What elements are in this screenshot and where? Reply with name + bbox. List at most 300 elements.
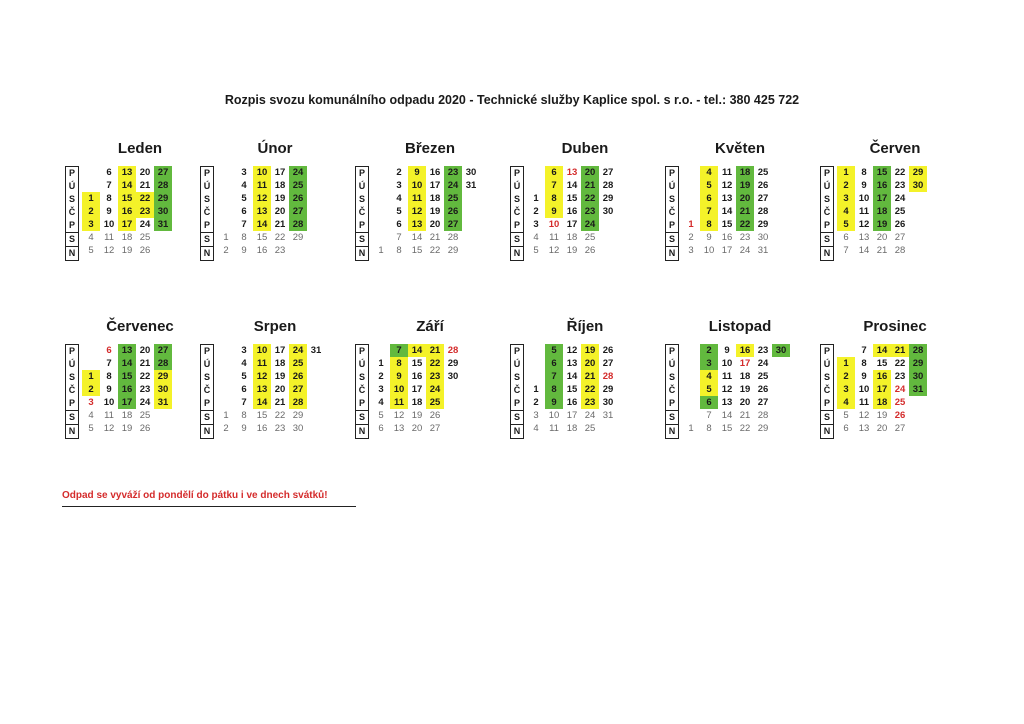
empty-cell: [217, 192, 235, 205]
day-cell: 4: [241, 358, 247, 369]
month-březen: [355, 140, 505, 290]
day-cell: 18: [411, 397, 423, 408]
day-cell: 26: [444, 205, 462, 218]
day-cell: 30: [465, 167, 477, 178]
weekday-letter: N: [511, 246, 523, 260]
day-cell: 13: [393, 423, 405, 434]
day-cell: 25: [444, 192, 462, 205]
day-cell: 8: [700, 218, 718, 231]
weekday-letter: P: [358, 398, 365, 408]
empty-cell: [307, 396, 325, 409]
week-column: [426, 344, 444, 435]
month-name: Listopad: [708, 318, 772, 335]
day-cell: 26: [289, 192, 307, 205]
weekday-letter: S: [513, 372, 520, 382]
empty-cell: [909, 244, 927, 257]
month-leden: [65, 140, 215, 290]
day-cell: 26: [894, 219, 906, 230]
day-cell: 12: [253, 192, 271, 205]
day-cell: 7: [843, 245, 849, 256]
day-cell: 6: [396, 219, 402, 230]
day-cell: 2: [82, 205, 100, 218]
month-name: Únor: [257, 140, 293, 157]
empty-cell: [527, 166, 545, 179]
day-cell: 20: [739, 397, 751, 408]
day-cell: 22: [136, 192, 154, 205]
day-cell: 28: [154, 179, 172, 192]
day-cell: 21: [581, 370, 599, 383]
day-cell: 29: [292, 232, 304, 243]
day-cell: 12: [858, 410, 870, 421]
day-cell: 21: [274, 219, 286, 230]
day-cell: 2: [837, 179, 855, 192]
day-cell: 17: [118, 396, 136, 409]
day-cell: 29: [757, 423, 769, 434]
week-column: [700, 344, 718, 435]
day-cell: 27: [757, 397, 769, 408]
empty-cell: [307, 383, 325, 396]
day-cell: 9: [706, 232, 712, 243]
day-cell: 27: [429, 423, 441, 434]
weekday-letter: S: [823, 372, 830, 382]
day-cell: 30: [154, 205, 172, 218]
month-červenec: [65, 318, 215, 468]
weekday-letter: S: [358, 194, 365, 204]
weekday-letter: P: [203, 346, 210, 356]
day-cell: 6: [700, 192, 718, 205]
day-cell: 30: [757, 232, 769, 243]
day-cell: 23: [739, 232, 751, 243]
week-column: [372, 344, 390, 435]
weekday-letter: P: [513, 398, 520, 408]
day-cell: 14: [873, 344, 891, 357]
day-cell: 12: [103, 423, 115, 434]
empty-cell: [372, 192, 390, 205]
day-cell: 9: [106, 206, 112, 217]
day-cell: 24: [894, 384, 906, 395]
day-cell: 20: [139, 345, 151, 356]
day-cell: 15: [256, 410, 268, 421]
empty-cell: [772, 422, 790, 435]
day-cell: 1: [837, 357, 855, 370]
empty-cell: [444, 396, 462, 409]
day-cell: 2: [533, 206, 539, 217]
day-cell: 14: [858, 245, 870, 256]
day-cell: 12: [408, 205, 426, 218]
weekday-letter: P: [823, 168, 830, 178]
day-cell: 21: [139, 358, 151, 369]
day-cell: 26: [894, 410, 906, 421]
day-cell: 7: [390, 344, 408, 357]
weekday-column: [355, 344, 369, 439]
day-cell: 19: [429, 206, 441, 217]
day-cell: 17: [873, 383, 891, 396]
day-cell: 11: [104, 410, 114, 421]
month-name: Září: [416, 318, 444, 335]
week-column: [136, 344, 154, 435]
day-cell: 12: [548, 245, 560, 256]
day-cell: 25: [584, 232, 596, 243]
day-cell: 27: [289, 205, 307, 218]
week-column: [581, 344, 599, 435]
day-cell: 5: [378, 410, 384, 421]
empty-cell: [154, 422, 172, 435]
week-column: [217, 344, 235, 435]
empty-cell: [527, 357, 545, 370]
day-cell: 30: [292, 423, 304, 434]
empty-cell: [307, 370, 325, 383]
day-cell: 31: [154, 396, 172, 409]
day-cell: 19: [876, 410, 888, 421]
week-column: [444, 344, 462, 435]
day-cell: 21: [429, 232, 441, 243]
day-cell: 5: [396, 206, 402, 217]
day-cell: 13: [721, 397, 733, 408]
empty-cell: [909, 409, 927, 422]
month-name: Červenec: [106, 318, 174, 335]
empty-cell: [82, 179, 100, 192]
weekday-letter: S: [66, 410, 78, 424]
weekday-column: [665, 166, 679, 261]
day-cell: 16: [411, 371, 423, 382]
day-cell: 28: [289, 396, 307, 409]
day-cell: 16: [721, 232, 733, 243]
empty-cell: [682, 383, 700, 396]
week-column: [307, 344, 325, 435]
weekday-letter: S: [511, 410, 523, 424]
empty-cell: [372, 179, 390, 192]
weekday-letter: P: [513, 346, 520, 356]
day-cell: 16: [566, 397, 578, 408]
day-cell: 20: [274, 384, 286, 395]
day-cell: 25: [139, 232, 151, 243]
empty-cell: [82, 357, 100, 370]
day-cell: 26: [429, 410, 441, 421]
day-cell: 9: [724, 345, 730, 356]
empty-cell: [682, 409, 700, 422]
day-cell: 9: [241, 423, 247, 434]
day-cell: 17: [411, 384, 423, 395]
day-cell: 26: [757, 384, 769, 395]
weekday-letter: N: [356, 424, 368, 438]
week-column: [390, 166, 408, 257]
day-cell: 7: [545, 179, 563, 192]
day-cell: 25: [289, 179, 307, 192]
day-cell: 17: [566, 410, 578, 421]
day-cell: 25: [894, 206, 906, 217]
day-cell: 5: [88, 245, 94, 256]
month-květen: [665, 140, 815, 290]
day-cell: 28: [602, 371, 614, 382]
day-cell: 26: [289, 370, 307, 383]
day-cell: 18: [873, 205, 891, 218]
day-cell: 17: [274, 345, 286, 356]
day-cell: 11: [721, 371, 733, 382]
day-cell: 18: [566, 232, 578, 243]
weekday-letter: N: [201, 424, 213, 438]
day-cell: 6: [545, 357, 563, 370]
empty-cell: [154, 244, 172, 257]
day-cell: 29: [154, 192, 172, 205]
weekday-column: [200, 166, 214, 261]
day-cell: 16: [429, 167, 441, 178]
empty-cell: [154, 231, 172, 244]
week-column: [100, 344, 118, 435]
empty-cell: [307, 357, 325, 370]
day-cell: 7: [700, 205, 718, 218]
day-cell: 13: [253, 205, 271, 218]
weekday-column: [665, 344, 679, 439]
day-cell: 15: [411, 358, 423, 369]
day-cell: 12: [103, 245, 115, 256]
week-column: [462, 166, 480, 257]
day-cell: 15: [876, 358, 888, 369]
day-cell: 3: [241, 345, 247, 356]
empty-cell: [772, 383, 790, 396]
day-cell: 21: [426, 344, 444, 357]
empty-cell: [527, 179, 545, 192]
day-cell: 5: [241, 371, 247, 382]
day-cell: 23: [894, 371, 906, 382]
day-cell: 4: [533, 232, 539, 243]
day-cell: 23: [581, 205, 599, 218]
day-cell: 1: [688, 423, 694, 434]
day-cell: 2: [688, 232, 694, 243]
day-cell: 13: [721, 193, 733, 204]
weekday-column: [65, 344, 79, 439]
day-cell: 13: [858, 423, 870, 434]
day-cell: 14: [118, 179, 136, 192]
empty-cell: [444, 383, 462, 396]
day-cell: 1: [223, 410, 229, 421]
day-cell: 11: [721, 167, 733, 178]
empty-cell: [682, 166, 700, 179]
empty-cell: [599, 218, 617, 231]
week-column: [736, 166, 754, 257]
empty-cell: [217, 179, 235, 192]
day-cell: 1: [688, 219, 694, 230]
day-cell: 15: [256, 232, 268, 243]
day-cell: 25: [894, 397, 906, 408]
day-cell: 24: [757, 358, 769, 369]
week-column: [235, 166, 253, 257]
week-column: [754, 344, 772, 435]
day-cell: 22: [139, 371, 151, 382]
empty-cell: [772, 370, 790, 383]
week-column: [154, 166, 172, 257]
week-column: [682, 166, 700, 257]
week-column: [581, 166, 599, 257]
day-cell: 16: [118, 205, 136, 218]
day-cell: 2: [533, 397, 539, 408]
day-cell: 14: [118, 357, 136, 370]
day-cell: 5: [241, 193, 247, 204]
day-cell: 24: [739, 245, 751, 256]
day-cell: 5: [843, 410, 849, 421]
day-cell: 29: [292, 410, 304, 421]
day-cell: 31: [602, 410, 614, 421]
day-cell: 3: [396, 180, 402, 191]
day-cell: 17: [118, 218, 136, 231]
day-cell: 16: [256, 245, 268, 256]
day-cell: 17: [739, 358, 751, 369]
day-cell: 16: [873, 370, 891, 383]
day-cell: 8: [861, 358, 867, 369]
day-cell: 18: [429, 193, 441, 204]
week-column: [253, 344, 271, 435]
day-cell: 27: [602, 167, 614, 178]
day-cell: 2: [82, 383, 100, 396]
week-column: [444, 166, 462, 257]
empty-cell: [682, 396, 700, 409]
day-cell: 30: [602, 397, 614, 408]
empty-cell: [772, 396, 790, 409]
day-cell: 23: [581, 396, 599, 409]
day-cell: 21: [876, 245, 888, 256]
empty-cell: [772, 409, 790, 422]
day-cell: 13: [408, 218, 426, 231]
month-červen: [820, 140, 970, 290]
week-column: [235, 344, 253, 435]
empty-cell: [909, 192, 927, 205]
week-column: [426, 166, 444, 257]
day-cell: 6: [843, 423, 849, 434]
day-cell: 11: [549, 232, 559, 243]
empty-cell: [217, 370, 235, 383]
empty-cell: [682, 192, 700, 205]
weekday-letter: N: [511, 424, 523, 438]
day-cell: 26: [602, 345, 614, 356]
day-cell: 25: [426, 396, 444, 409]
day-cell: 9: [861, 371, 867, 382]
empty-cell: [599, 244, 617, 257]
weekday-letter: S: [666, 232, 678, 246]
empty-cell: [527, 370, 545, 383]
day-cell: 17: [566, 219, 578, 230]
empty-cell: [217, 218, 235, 231]
day-cell: 19: [121, 245, 133, 256]
day-cell: 29: [909, 166, 927, 179]
day-cell: 5: [545, 344, 563, 357]
day-cell: 8: [706, 423, 712, 434]
weekday-letter: Ú: [68, 359, 76, 369]
empty-cell: [772, 357, 790, 370]
weekday-letter: P: [668, 346, 675, 356]
day-cell: 9: [861, 180, 867, 191]
day-cell: 22: [581, 192, 599, 205]
weekday-letter: S: [203, 194, 210, 204]
weekday-letter: N: [821, 246, 833, 260]
day-cell: 11: [390, 396, 408, 409]
empty-cell: [682, 370, 700, 383]
day-cell: 9: [241, 245, 247, 256]
empty-cell: [462, 205, 480, 218]
day-cell: 21: [891, 344, 909, 357]
day-cell: 8: [241, 410, 247, 421]
day-cell: 22: [426, 357, 444, 370]
day-cell: 29: [447, 245, 459, 256]
empty-cell: [217, 205, 235, 218]
day-cell: 7: [241, 397, 247, 408]
empty-cell: [372, 205, 390, 218]
day-cell: 10: [253, 344, 271, 357]
weekday-letter: P: [823, 398, 830, 408]
day-cell: 24: [139, 219, 151, 230]
week-column: [873, 344, 891, 435]
weekday-letter: S: [356, 410, 368, 424]
weekday-column: [510, 344, 524, 439]
day-cell: 13: [566, 167, 578, 178]
day-cell: 19: [411, 410, 423, 421]
day-cell: 21: [739, 410, 751, 421]
day-cell: 25: [139, 410, 151, 421]
day-cell: 23: [274, 423, 286, 434]
week-column: [736, 344, 754, 435]
weekday-letter: N: [66, 424, 78, 438]
week-column: [527, 166, 545, 257]
day-cell: 3: [378, 384, 384, 395]
day-cell: 18: [274, 180, 286, 191]
day-cell: 9: [545, 205, 563, 218]
day-cell: 15: [721, 423, 733, 434]
day-cell: 27: [757, 193, 769, 204]
day-cell: 28: [602, 180, 614, 191]
month-říjen: [510, 318, 660, 468]
day-cell: 6: [545, 166, 563, 179]
weekday-letter: S: [823, 194, 830, 204]
day-cell: 14: [253, 218, 271, 231]
day-cell: 20: [274, 206, 286, 217]
day-cell: 20: [411, 423, 423, 434]
week-column: [408, 344, 426, 435]
weekday-letter: S: [68, 194, 75, 204]
weekday-letter: Ú: [203, 181, 211, 191]
day-cell: 22: [429, 245, 441, 256]
day-cell: 12: [858, 219, 870, 230]
day-cell: 27: [894, 423, 906, 434]
day-cell: 17: [721, 245, 733, 256]
weekday-column: [820, 166, 834, 261]
weekday-letter: P: [203, 168, 210, 178]
day-cell: 3: [82, 218, 100, 231]
weekday-letter: Ú: [358, 181, 366, 191]
day-cell: 24: [894, 193, 906, 204]
day-cell: 10: [703, 245, 715, 256]
day-cell: 2: [396, 167, 402, 178]
day-cell: 14: [408, 344, 426, 357]
weekday-letter: S: [821, 410, 833, 424]
weekday-letter: P: [358, 346, 365, 356]
month-name: Srpen: [253, 318, 297, 335]
weekday-letter: S: [201, 232, 213, 246]
day-cell: 1: [533, 384, 539, 395]
weekday-letter: Č: [203, 207, 211, 217]
day-cell: 1: [223, 232, 229, 243]
month-duben: [510, 140, 660, 290]
empty-cell: [217, 344, 235, 357]
day-cell: 30: [447, 371, 459, 382]
day-cell: 19: [736, 179, 754, 192]
weekday-letter: P: [513, 168, 520, 178]
empty-cell: [909, 396, 927, 409]
day-cell: 28: [447, 232, 459, 243]
day-cell: 10: [548, 219, 560, 230]
month-name: Červen: [869, 140, 921, 157]
day-cell: 30: [602, 206, 614, 217]
day-cell: 25: [757, 167, 769, 178]
day-cell: 5: [700, 383, 718, 396]
day-cell: 22: [274, 410, 286, 421]
